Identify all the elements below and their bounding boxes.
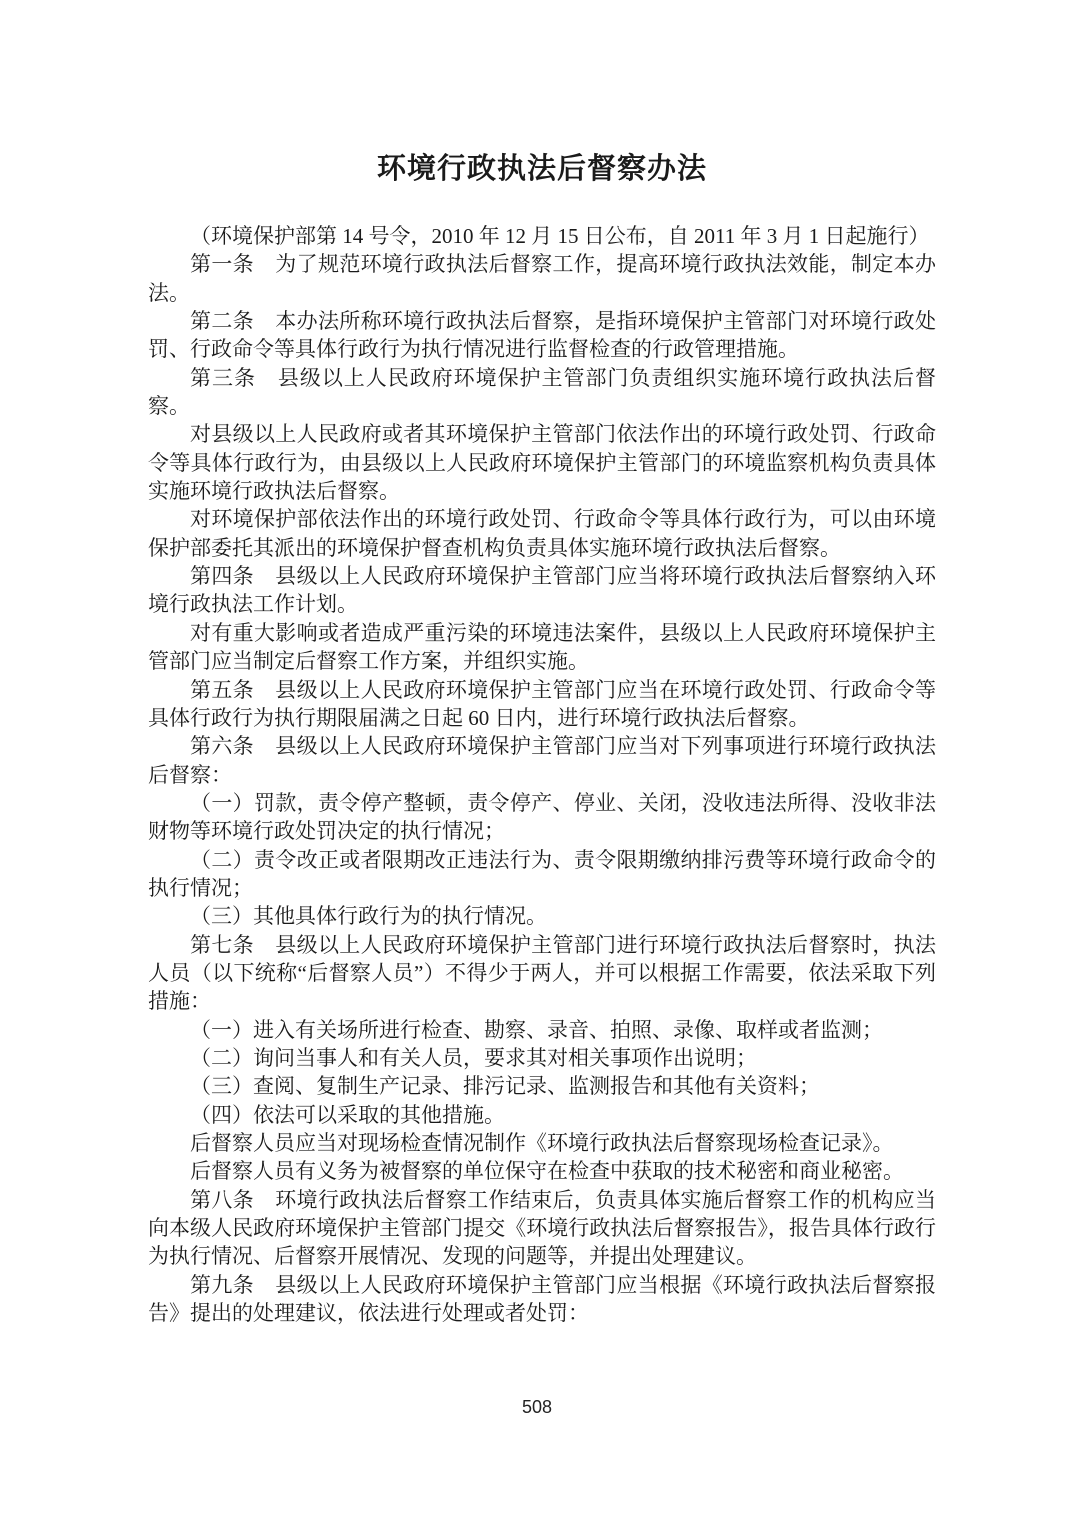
paragraph: （二）责令改正或者限期改正违法行为、责令限期缴纳排污费等环境行政命令的执行情况；	[148, 847, 936, 900]
paragraph: 第九条 县级以上人民政府环境保护主管部门应当根据《环境行政执法后督察报告》提出的处理建议，依法进行处理或者处罚：	[148, 1272, 936, 1326]
document-title: 环境行政执法后督察办法	[376, 153, 707, 185]
paragraph: （一）罚款，责令停产整顿，责令停产、停业、关闭，没收违法所得、没收非法财物等环境行政处罚决定的执行情况；	[148, 790, 936, 844]
paragraph: （四）依法可以采取的其他措施。	[190, 1102, 505, 1127]
paragraph: 第六条 县级以上人民政府环境保护主管部门应当对下列事项进行环境行政执法后督察：	[148, 734, 936, 787]
paragraph: （三）其他具体行政行为的执行情况。	[190, 904, 547, 929]
paragraph: 对环境保护部依法作出的环境行政处罚、行政命令等具体行政行为，可以由环境保护部委托其派出的环境保护督查机构负责具体实施环境行政执法后督察。	[148, 507, 936, 560]
paragraph: 第三条 县级以上人民政府环境保护主管部门负责组织实施环境行政执法后督察。	[148, 365, 936, 419]
paragraph: 第二条 本办法所称环境行政执法后督察，是指环境保护主管部门对环境行政处罚、行政命令等具体行政行为执行情况进行监督检查的行政管理措施。	[148, 309, 936, 362]
paragraph: 后督察人员有义务为被督察的单位保守在检查中获取的技术秘密和商业秘密。	[190, 1159, 904, 1184]
paragraph: 第五条 县级以上人民政府环境保护主管部门应当在环境行政处罚、行政命令等具体行政行为执行期限届满之日起 60 日内，进行环境行政执法后督察。	[148, 677, 936, 730]
document-content	[148, 152, 936, 1327]
paragraph: （环境保护部第 14 号令，2010 年 12 月 15 日公布，自 2011 年 3 月 1 日起施行）	[190, 224, 930, 248]
paragraph: （三）查阅、复制生产记录、排污记录、监测报告和其他有关资料；	[190, 1074, 820, 1099]
paragraph: 第一条 为了规范环境行政执法后督察工作，提高环境行政执法效能，制定本办法。	[148, 252, 936, 305]
paragraph: 第四条 县级以上人民政府环境保护主管部门应当将环境行政执法后督察纳入环境行政执法工作计划。	[148, 564, 936, 617]
paragraph: 第七条 县级以上人民政府环境保护主管部门进行环境行政执法后督察时，执法人员（以下统称“后督察人员”）不得少于两人，并可以根据工作需要，依法采取下列措施：	[148, 932, 936, 1014]
paragraph: 后督察人员应当对现场检查情况制作《环境行政执法后督察现场检查记录》。	[190, 1131, 894, 1155]
page-number: 508	[521, 1397, 553, 1417]
paragraph: （二）询问当事人和有关人员，要求其对相关事项作出说明；	[190, 1045, 757, 1070]
paragraph: 对县级以上人民政府或者其环境保护主管部门依法作出的环境行政处罚、行政命令等具体行政行为，由县级以上人民政府环境保护主管部门的环境监察机构负责具体实施环境行政执法后督察。	[148, 422, 936, 504]
paragraph: （一）进入有关场所进行检查、勘察、录音、拍照、录像、取样或者监测；	[190, 1017, 883, 1042]
document-body	[148, 222, 936, 1327]
paragraph: 对有重大影响或者造成严重污染的环境违法案件，县级以上人民政府环境保护主管部门应当制定后督察工作方案，并组织实施。	[148, 620, 936, 674]
paragraph: 第八条 环境行政执法后督察工作结束后，负责具体实施后督察工作的机构应当向本级人民政府环境保护主管部门提交《环境行政执法后督察报告》，报告具体行政行为执行情况、后督察开展情况、发现的问题等，并提出处理建议。	[148, 1187, 936, 1269]
